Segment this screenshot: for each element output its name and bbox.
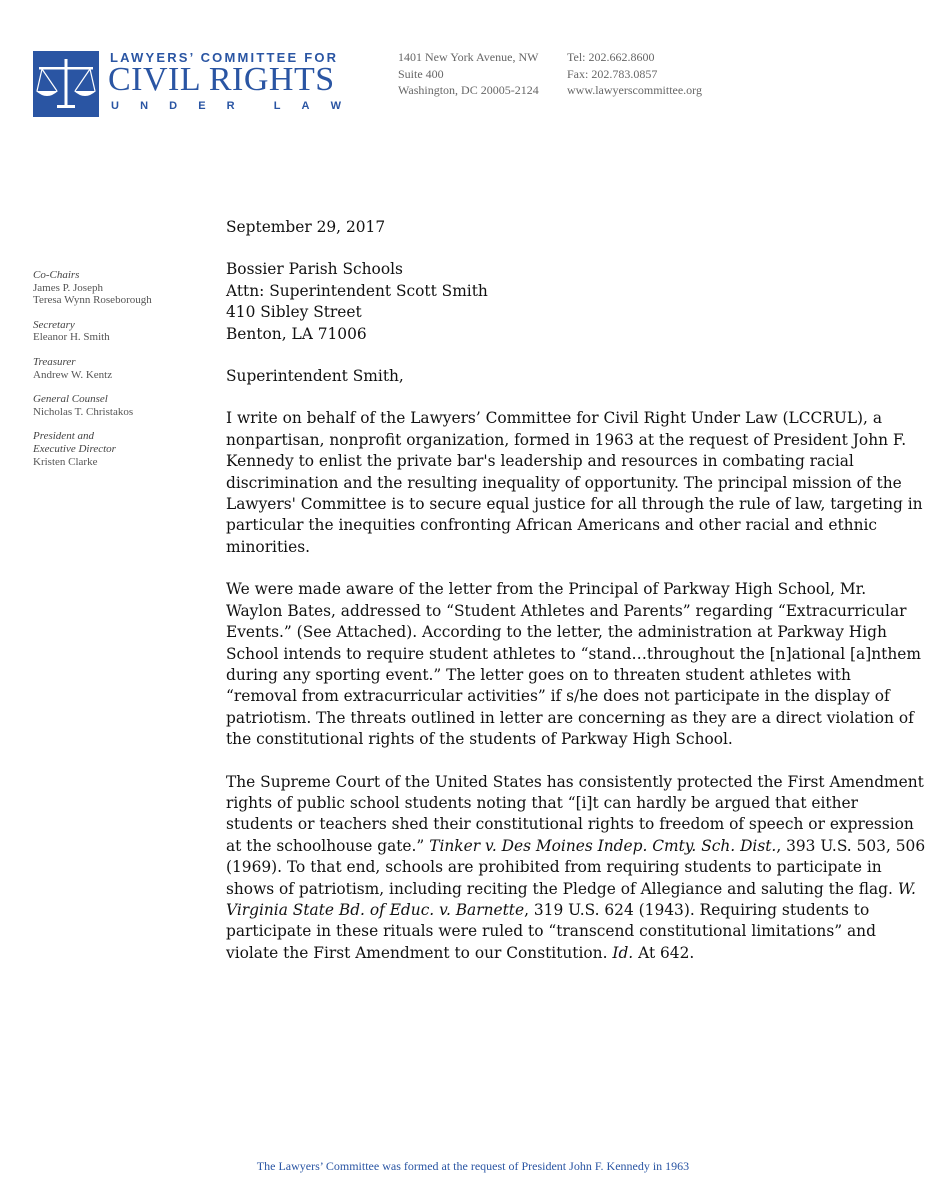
sidebar-title: Treasurer — [33, 355, 76, 368]
sidebar-name: Eleanor H. Smith — [33, 331, 110, 344]
org-name-line3 — [111, 100, 341, 112]
sidebar-group-president — [33, 430, 203, 468]
org-letter: A — [301, 100, 310, 112]
recipient-line: 410 Sibley Street — [226, 303, 362, 322]
sidebar-title: Secretary — [33, 318, 75, 331]
fax-line: Fax: 202.783.0857 — [567, 66, 658, 81]
address-line: 1401 New York Avenue, NW — [398, 50, 539, 64]
sidebar-name: James P. Joseph — [33, 281, 103, 294]
address-line: Suite 400 — [398, 66, 444, 81]
recipient-line: Benton, LA 71006 — [226, 324, 367, 343]
letter-date: September 29, 2017 — [226, 218, 386, 236]
org-letter: E — [198, 100, 206, 112]
paragraph-3-text: , 319 U.S. 624 (1943). Requiring students to participate in these rituals were ruled to “transcend constitutional limitations” and violate the First Amendment to our Constitution. — [226, 900, 876, 962]
paragraph-3-text: , 393 U.S. 503, 506 (1969). To that end, schools are prohibited from requiring students to participate in shows of patriotism, including reciting the Pledge of Allegiance and saluting the flag. — [226, 836, 926, 898]
org-letter: U — [111, 100, 119, 112]
sidebar-name: Andrew W. Kentz — [33, 368, 113, 381]
paragraph-1: I write on behalf of the Lawyers’ Committee for Civil Right Under Law (LCCRUL), a nonpartisan, nonprofit organization, formed in 1963 at the request of President John F. Kennedy to enlist the private bar's leadership and resources in combating racial discrimination and the resulting inequality of opportunity. The principal mission of the Lawyers' Committee is to secure equal justice for all through the rule of law, targeting in particular the inequities confronting African Americans and other racial and ethnic minorities. — [226, 409, 923, 556]
sidebar-group-general-counsel — [33, 393, 203, 418]
org-letter: R — [226, 100, 235, 112]
footer-note: The Lawyers’ Committee was formed at the request of President John F. Kennedy in 1963 — [256, 1159, 690, 1173]
recipient-line: Attn: Superintendent Scott Smith — [226, 281, 488, 300]
website-line: www.lawyerscommittee.org — [567, 83, 702, 97]
org-letter: L — [273, 100, 281, 112]
org-letter: W — [330, 100, 341, 112]
recipient-block — [226, 259, 926, 345]
org-letter: N — [140, 100, 149, 112]
sidebar-name: Nicholas T. Christakos — [33, 405, 134, 418]
case-citation: Id. — [612, 943, 634, 962]
sidebar-group-treasurer — [33, 356, 203, 381]
officers-sidebar — [33, 269, 203, 480]
paragraph-3-text: At 642. — [633, 943, 695, 962]
case-citation: Tinker v. Des Moines Indep. Cmty. Sch. Dist. — [429, 836, 777, 855]
scales-of-justice-icon — [33, 51, 99, 117]
org-address — [398, 49, 539, 99]
org-name-line2: CIVIL RIGHTS — [108, 61, 335, 98]
salutation: Superintendent Smith, — [226, 367, 404, 386]
sidebar-title: General Counsel — [33, 393, 108, 406]
address-line: Washington, DC 20005-2124 — [398, 83, 539, 97]
phone-line: Tel: 202.662.8600 — [567, 50, 655, 64]
sidebar-name: Teresa Wynn Roseborough — [33, 294, 152, 307]
sidebar-name: Kristen Clarke — [33, 455, 98, 468]
paragraph-3-text: The Supreme Court of the United States has consistently protected the First Amendment rights of public school students noting that “[i]t can hardly be argued that either students or teachers shed their constitutional rights to freedom of speech or expression at the schoolhouse gate.” — [226, 772, 924, 855]
case-citation: W. Virginia State Bd. of Educ. v. Barnette — [226, 879, 916, 919]
org-contact — [567, 49, 702, 99]
recipient-line: Bossier Parish Schools — [226, 260, 403, 279]
org-letter: D — [169, 100, 178, 112]
sidebar-group-co-chairs — [33, 269, 203, 307]
sidebar-title: Executive Director — [33, 442, 116, 455]
sidebar-title: Co-Chairs — [33, 269, 80, 281]
paragraph-2: We were made aware of the letter from the Principal of Parkway High School, Mr. Waylon Bates, addressed to “Student Athletes and Parents” regarding “Extracurricular Events.” (See Attached). According to the letter, the administration at Parkway High School intends to require student athletes to “stand…throughout the [n]ational [a]nthem during any sporting event.” The letter goes on to threaten student athletes with “removal from extracurricular activities” if s/he does not participate in the display of patriotism. The threats outlined in letter are concerning as they are a direct violation of the constitutional rights of the students of Parkway High School. — [226, 580, 921, 749]
paragraph-3 — [226, 772, 926, 965]
sidebar-title: President and — [33, 430, 94, 443]
sidebar-group-secretary — [33, 319, 203, 344]
org-name-line1: LAWYERS’ COMMITTEE FOR — [110, 50, 339, 65]
letter-body — [226, 217, 926, 964]
